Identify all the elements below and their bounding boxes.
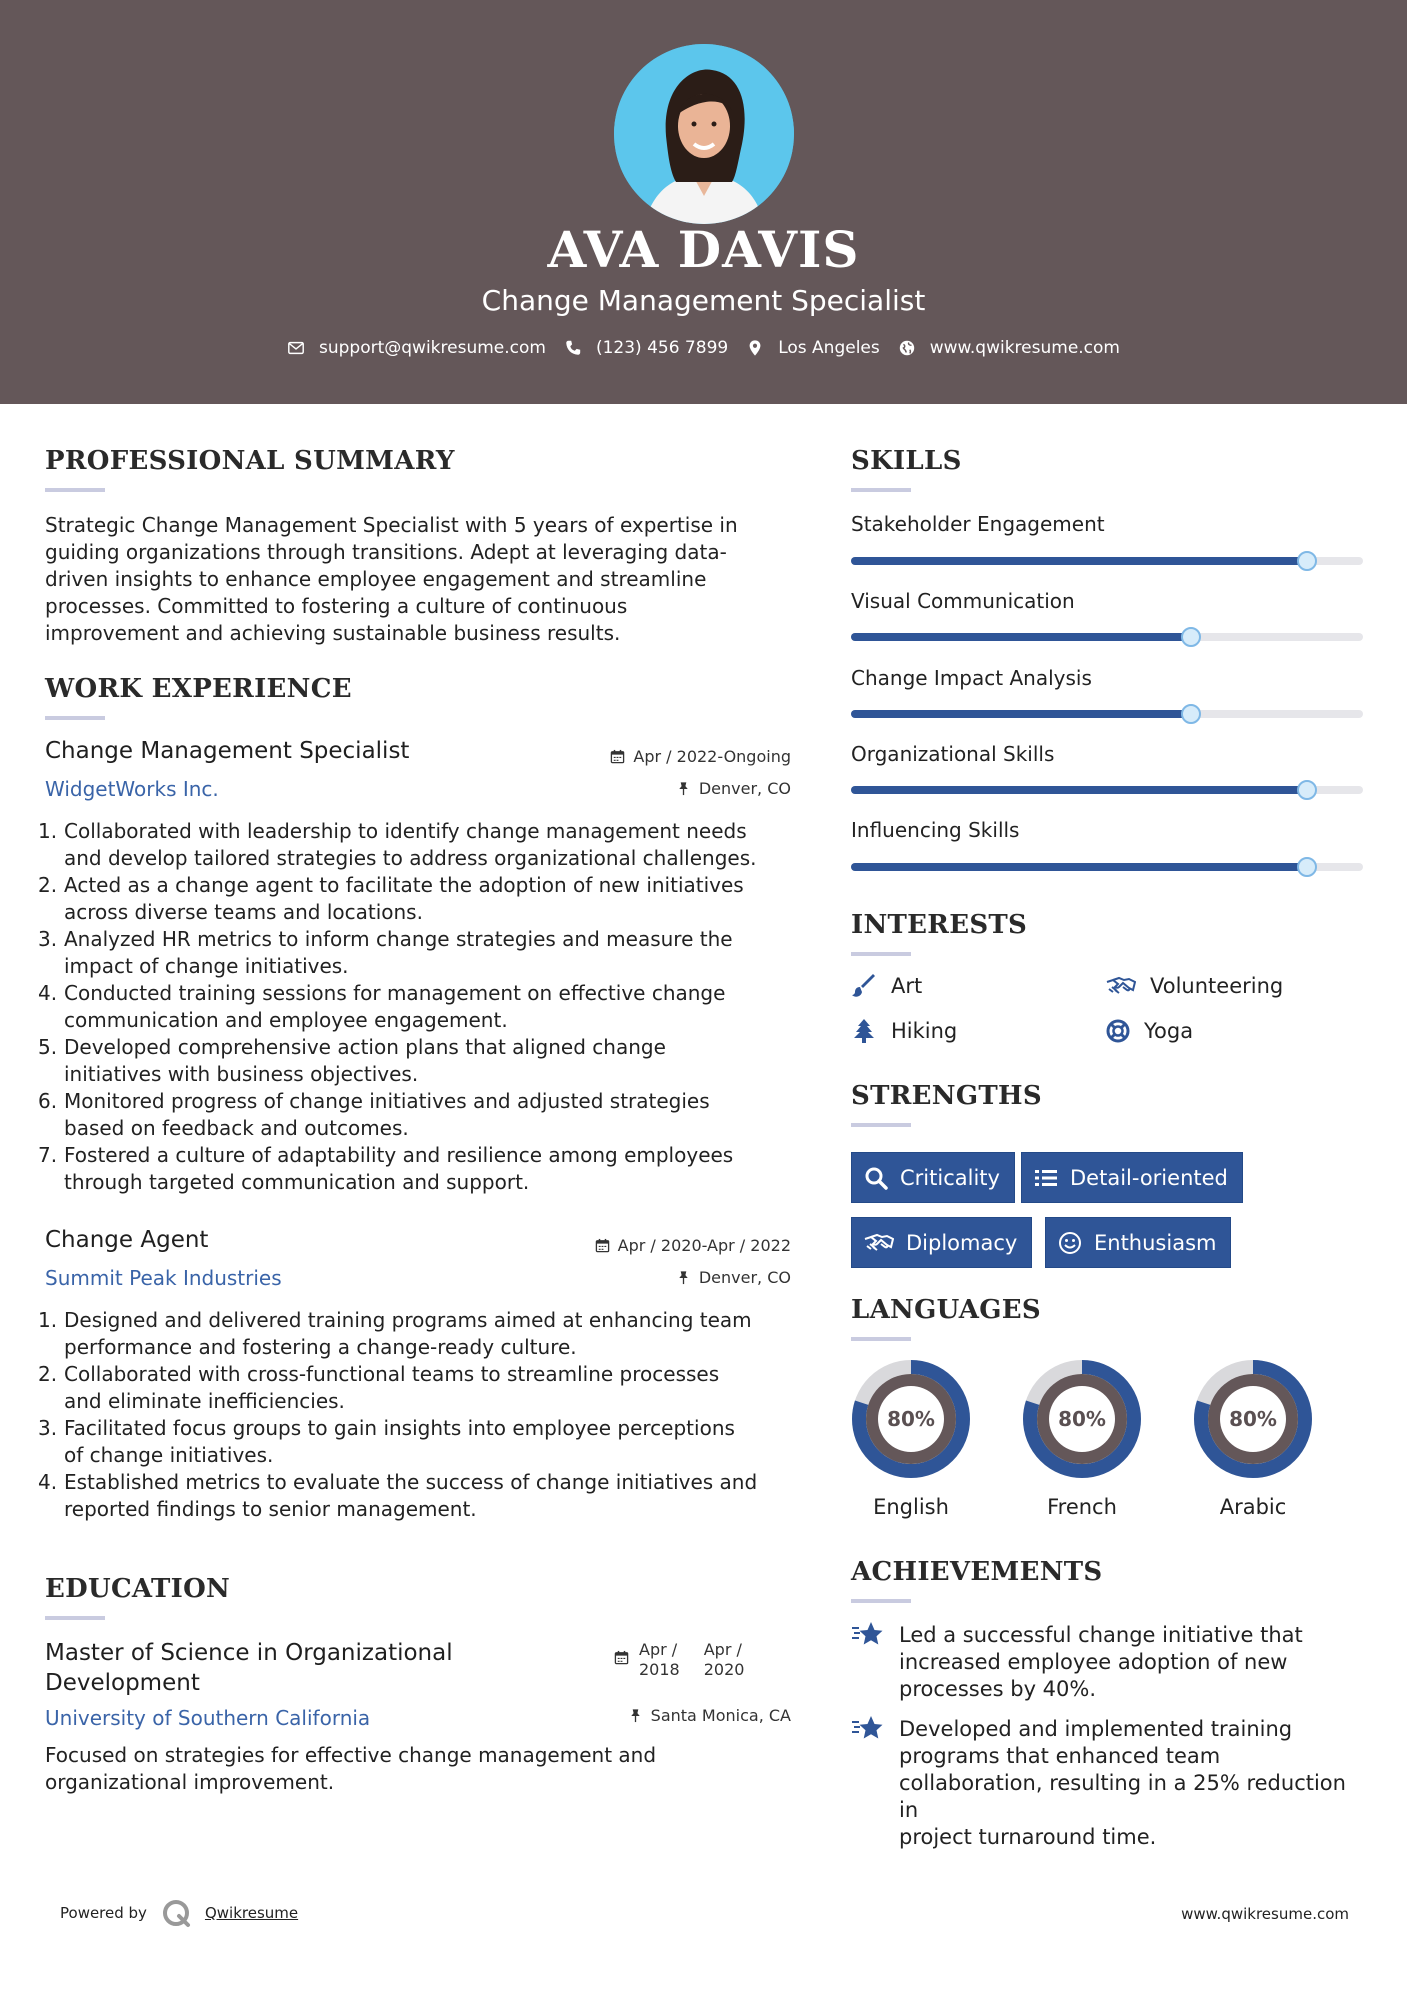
job-title: Change Agent: [45, 1227, 209, 1253]
job-dates: [595, 1236, 791, 1255]
skill-bar-knob: [1181, 704, 1201, 724]
contact-website-text: www.qwikresume.com: [929, 338, 1120, 358]
summary-line: improvement and achieving sustainable business results.: [45, 621, 621, 645]
education-end-month: Apr /: [703, 1640, 742, 1659]
skills-rule: [851, 488, 911, 492]
job-company[interactable]: WidgetWorks Inc.: [45, 777, 219, 801]
list-item: 6. Monitored progress of change initiatives and adjusted strategies based on feedback and outcomes.: [46, 1088, 806, 1142]
resume-header: [0, 0, 1407, 404]
summary-heading: PROFESSIONAL SUMMARY: [45, 446, 455, 476]
achievement-line: programs that enhanced team: [899, 1744, 1221, 1768]
skill-bar-fill: [851, 863, 1307, 871]
list-item-line: impact of change initiatives.: [64, 954, 349, 978]
education-end-year: 2020: [703, 1660, 745, 1679]
strengths-rule: [851, 1123, 911, 1127]
pushpin-icon: [676, 781, 691, 796]
map-pin-icon: [746, 339, 764, 357]
degree-title: [45, 1638, 453, 1698]
qwikresume-logo-icon: [161, 1898, 191, 1928]
interests-rule: [851, 952, 911, 956]
education-location: [628, 1706, 791, 1725]
summary-rule: [45, 488, 105, 492]
achievement-text: [899, 1622, 1303, 1703]
education-heading: EDUCATION: [45, 1574, 231, 1604]
list-item: 5. Developed comprehensive action plans that aligned change initiatives with business objectives.: [46, 1034, 806, 1088]
handshake-icon: [864, 1231, 894, 1255]
strength-label: Diplomacy: [906, 1230, 1018, 1255]
smile-icon: [1058, 1231, 1082, 1255]
list-item: 4. Conducted training sessions for management on effective change communication and employee engagement.: [46, 980, 806, 1034]
achievement-line: collaboration, resulting in a 25% reduction in: [899, 1771, 1346, 1822]
list-item: 4. Established metrics to evaluate the success of change initiatives and reported findings to senior management.: [46, 1469, 806, 1523]
interests-heading: INTERESTS: [851, 910, 1028, 940]
summary-line: Strategic Change Management Specialist with 5 years of expertise in: [45, 513, 738, 537]
pushpin-icon: [628, 1708, 643, 1723]
achievement-line: processes by 40%.: [899, 1677, 1097, 1701]
language-gauge: [850, 1358, 972, 1480]
interest-item: [1106, 1019, 1193, 1043]
list-item-line: Designed and delivered training programs aimed at enhancing team: [64, 1308, 752, 1332]
skill-bar-fill: [851, 786, 1307, 794]
skill-bar-knob: [1297, 857, 1317, 877]
interest-item: [851, 974, 922, 998]
candidate-name: AVA DAVIS: [547, 220, 860, 279]
job-company[interactable]: Summit Peak Industries: [45, 1266, 282, 1290]
skill-bar: [851, 863, 1363, 871]
experience-rule: [45, 716, 105, 720]
list-item-line: Conducted training sessions for management on effective change: [64, 981, 726, 1005]
skill-bar-knob: [1297, 780, 1317, 800]
language-gauge: [1192, 1358, 1314, 1480]
skill-bar-knob: [1181, 627, 1201, 647]
list-item: 1. Collaborated with leadership to identify change management needs and develop tailored strategies to address organizational challenges.: [46, 818, 806, 872]
list-item-line: across diverse teams and locations.: [64, 900, 423, 924]
skill-bar-fill: [851, 557, 1307, 565]
search-icon: [864, 1166, 888, 1190]
strength-chip: [1021, 1152, 1243, 1203]
experience-heading: WORK EXPERIENCE: [45, 674, 352, 704]
achievement-text: [899, 1716, 1371, 1851]
star-icon: [851, 1620, 883, 1650]
education-start: [639, 1640, 680, 1680]
language-label: Arabic: [1219, 1495, 1287, 1519]
list-item-line: based on feedback and outcomes.: [64, 1116, 409, 1140]
strength-chip: [851, 1152, 1015, 1203]
degree-line: Development: [45, 1670, 200, 1696]
list-item-line: performance and fostering a change-ready culture.: [64, 1335, 577, 1359]
list-item: 7. Fostered a culture of adaptability and resilience among employees through targeted communication and support.: [46, 1142, 806, 1196]
education-location-text: Santa Monica, CA: [650, 1706, 791, 1725]
list-item-line: of change initiatives.: [64, 1443, 274, 1467]
language-gauge-value: 80%: [887, 1407, 935, 1431]
strength-label: Criticality: [900, 1165, 1000, 1190]
achievements-rule: [851, 1599, 911, 1603]
strength-label: Enthusiasm: [1094, 1230, 1217, 1255]
calendar-icon: [614, 1650, 629, 1665]
job-dates-text: Apr / 2022-Ongoing: [633, 747, 791, 766]
skill-label: Stakeholder Engagement: [851, 512, 1105, 536]
skill-bar: [851, 633, 1363, 641]
language-label: French: [1047, 1495, 1117, 1519]
list-item: 3. Facilitated focus groups to gain insights into employee perceptions of change initiatives.: [46, 1415, 806, 1469]
footer-powered-by: [60, 1898, 298, 1928]
brand-link[interactable]: Qwikresume: [204, 1904, 299, 1922]
skill-bar: [851, 710, 1363, 718]
pushpin-icon: [676, 1270, 691, 1285]
list-item: 1. Designed and delivered training programs aimed at enhancing team performance and fostering a change-ready culture.: [46, 1307, 806, 1361]
achievement-line: increased employee adoption of new: [899, 1650, 1288, 1674]
list-item-line: Facilitated focus groups to gain insights into employee perceptions: [64, 1416, 735, 1440]
list-item-line: reported findings to senior management.: [64, 1497, 477, 1521]
interest-label: Hiking: [891, 1019, 958, 1043]
interest-item: [1106, 974, 1283, 998]
interest-label: Art: [891, 974, 923, 998]
skill-label: Organizational Skills: [851, 742, 1055, 766]
achievements-heading: ACHIEVEMENTS: [851, 1557, 1103, 1587]
summary-line: driven insights to enhance employee engagement and streamline: [45, 567, 707, 591]
list-item-line: through targeted communication and support.: [64, 1170, 530, 1194]
summary-text: [45, 512, 805, 647]
achievement-line: Led a successful change initiative that: [899, 1623, 1303, 1647]
list-item-line: Acted as a change agent to facilitate the adoption of new initiatives: [64, 873, 744, 897]
interest-label: Yoga: [1144, 1019, 1194, 1043]
list-item-line: Fostered a culture of adaptability and resilience among employees: [64, 1143, 734, 1167]
contact-email-text: support@qwikresume.com: [319, 338, 546, 358]
list-item-line: and eliminate inefficiencies.: [64, 1389, 345, 1413]
language-gauge-value: 80%: [1058, 1407, 1106, 1431]
school-name[interactable]: University of Southern California: [45, 1706, 371, 1730]
strength-chip: [1045, 1217, 1231, 1268]
education-start-month: Apr /: [639, 1640, 678, 1659]
list-icon: [1034, 1166, 1058, 1190]
education-description: [45, 1742, 805, 1796]
achievement-line: Developed and implemented training: [899, 1717, 1293, 1741]
profile-photo: [614, 44, 794, 224]
strengths-heading: STRENGTHS: [851, 1081, 1042, 1111]
language-gauge-value: 80%: [1229, 1407, 1277, 1431]
contact-email[interactable]: [287, 338, 546, 358]
summary-line: guiding organizations through transitions. Adept at leveraging data-: [45, 540, 727, 564]
language-gauge: [1021, 1358, 1143, 1480]
job-location: [676, 779, 791, 798]
list-item-line: Developed comprehensive action plans that aligned change: [64, 1035, 666, 1059]
strength-label: Detail-oriented: [1070, 1165, 1228, 1190]
handshake-icon: [1106, 974, 1136, 998]
job-title: Change Management Specialist: [45, 738, 410, 764]
list-item-line: initiatives with business objectives.: [64, 1062, 419, 1086]
candidate-title: Change Management Specialist: [481, 284, 926, 317]
phone-icon: [564, 339, 582, 357]
footer-website[interactable]: www.qwikresume.com: [1181, 1905, 1349, 1923]
degree-line: Master of Science in Organizational: [45, 1640, 453, 1666]
achievement-item: [851, 1716, 1371, 1851]
education-dates: [614, 1640, 744, 1680]
job-responsibilities: [38, 1307, 806, 1523]
education-description-line: Focused on strategies for effective change management and: [45, 1743, 657, 1767]
achievement-item: [851, 1622, 1371, 1703]
job-location-text: Denver, CO: [698, 779, 791, 798]
education-rule: [45, 1616, 105, 1620]
list-item-line: Collaborated with cross-functional teams to streamline processes: [64, 1362, 720, 1386]
interest-item: [851, 1019, 957, 1043]
list-item: 3. Analyzed HR metrics to inform change strategies and measure the impact of change initiatives.: [46, 926, 806, 980]
job-location: [676, 1268, 791, 1287]
powered-by-text: Powered by: [60, 1904, 147, 1922]
languages-rule: [851, 1337, 911, 1341]
list-item-line: and develop tailored strategies to address organizational challenges.: [64, 846, 757, 870]
skill-bar-fill: [851, 710, 1191, 718]
star-icon: [851, 1714, 883, 1744]
globe-icon: [898, 339, 916, 357]
paintbrush-icon: [851, 974, 877, 998]
skill-label: Influencing Skills: [851, 818, 1020, 842]
job-dates: [610, 747, 791, 766]
languages-heading: LANGUAGES: [851, 1295, 1041, 1325]
job-location-text: Denver, CO: [698, 1268, 791, 1287]
summary-line: processes. Committed to fostering a culture of continuous: [45, 594, 628, 618]
contact-location: [746, 338, 880, 358]
skill-bar: [851, 786, 1363, 794]
list-item: 2. Collaborated with cross-functional teams to streamline processes and eliminate inefficiencies.: [46, 1361, 806, 1415]
list-item-line: Monitored progress of change initiatives and adjusted strategies: [64, 1089, 710, 1113]
language-label: English: [873, 1495, 949, 1519]
job-dates-text: Apr / 2020-Apr / 2022: [617, 1236, 791, 1255]
lifebuoy-icon: [1106, 1019, 1130, 1043]
skill-bar-fill: [851, 633, 1191, 641]
contact-phone[interactable]: [564, 338, 728, 358]
education-description-line: organizational improvement.: [45, 1770, 335, 1794]
interest-label: Volunteering: [1150, 974, 1284, 998]
contact-website[interactable]: [898, 338, 1120, 358]
contact-phone-text: (123) 456 7899: [595, 338, 729, 358]
skill-label: Change Impact Analysis: [851, 666, 1092, 690]
contact-location-text: Los Angeles: [778, 338, 880, 358]
list-item-line: Collaborated with leadership to identify change management needs: [64, 819, 747, 843]
list-item-line: communication and employee engagement.: [64, 1008, 508, 1032]
education-start-year: 2018: [639, 1660, 680, 1679]
skill-label: Visual Communication: [851, 589, 1075, 613]
skill-bar: [851, 557, 1363, 565]
avatar-illustration: [614, 44, 794, 224]
list-item: 2. Acted as a change agent to facilitate the adoption of new initiatives across diverse teams and locations.: [46, 872, 806, 926]
contact-bar: [0, 338, 1407, 358]
strength-chip: [851, 1217, 1032, 1268]
job-responsibilities: [38, 818, 806, 1196]
envelope-icon: [287, 339, 305, 357]
achievement-line: project turnaround time.: [899, 1825, 1157, 1849]
calendar-icon: [595, 1238, 610, 1253]
list-item-line: Analyzed HR metrics to inform change strategies and measure the: [64, 927, 733, 951]
education-end: [704, 1640, 745, 1680]
skill-bar-knob: [1297, 551, 1317, 571]
calendar-icon: [610, 749, 625, 764]
list-item-line: Established metrics to evaluate the success of change initiatives and: [64, 1470, 758, 1494]
tree-icon: [851, 1019, 877, 1043]
skills-heading: SKILLS: [851, 446, 962, 476]
